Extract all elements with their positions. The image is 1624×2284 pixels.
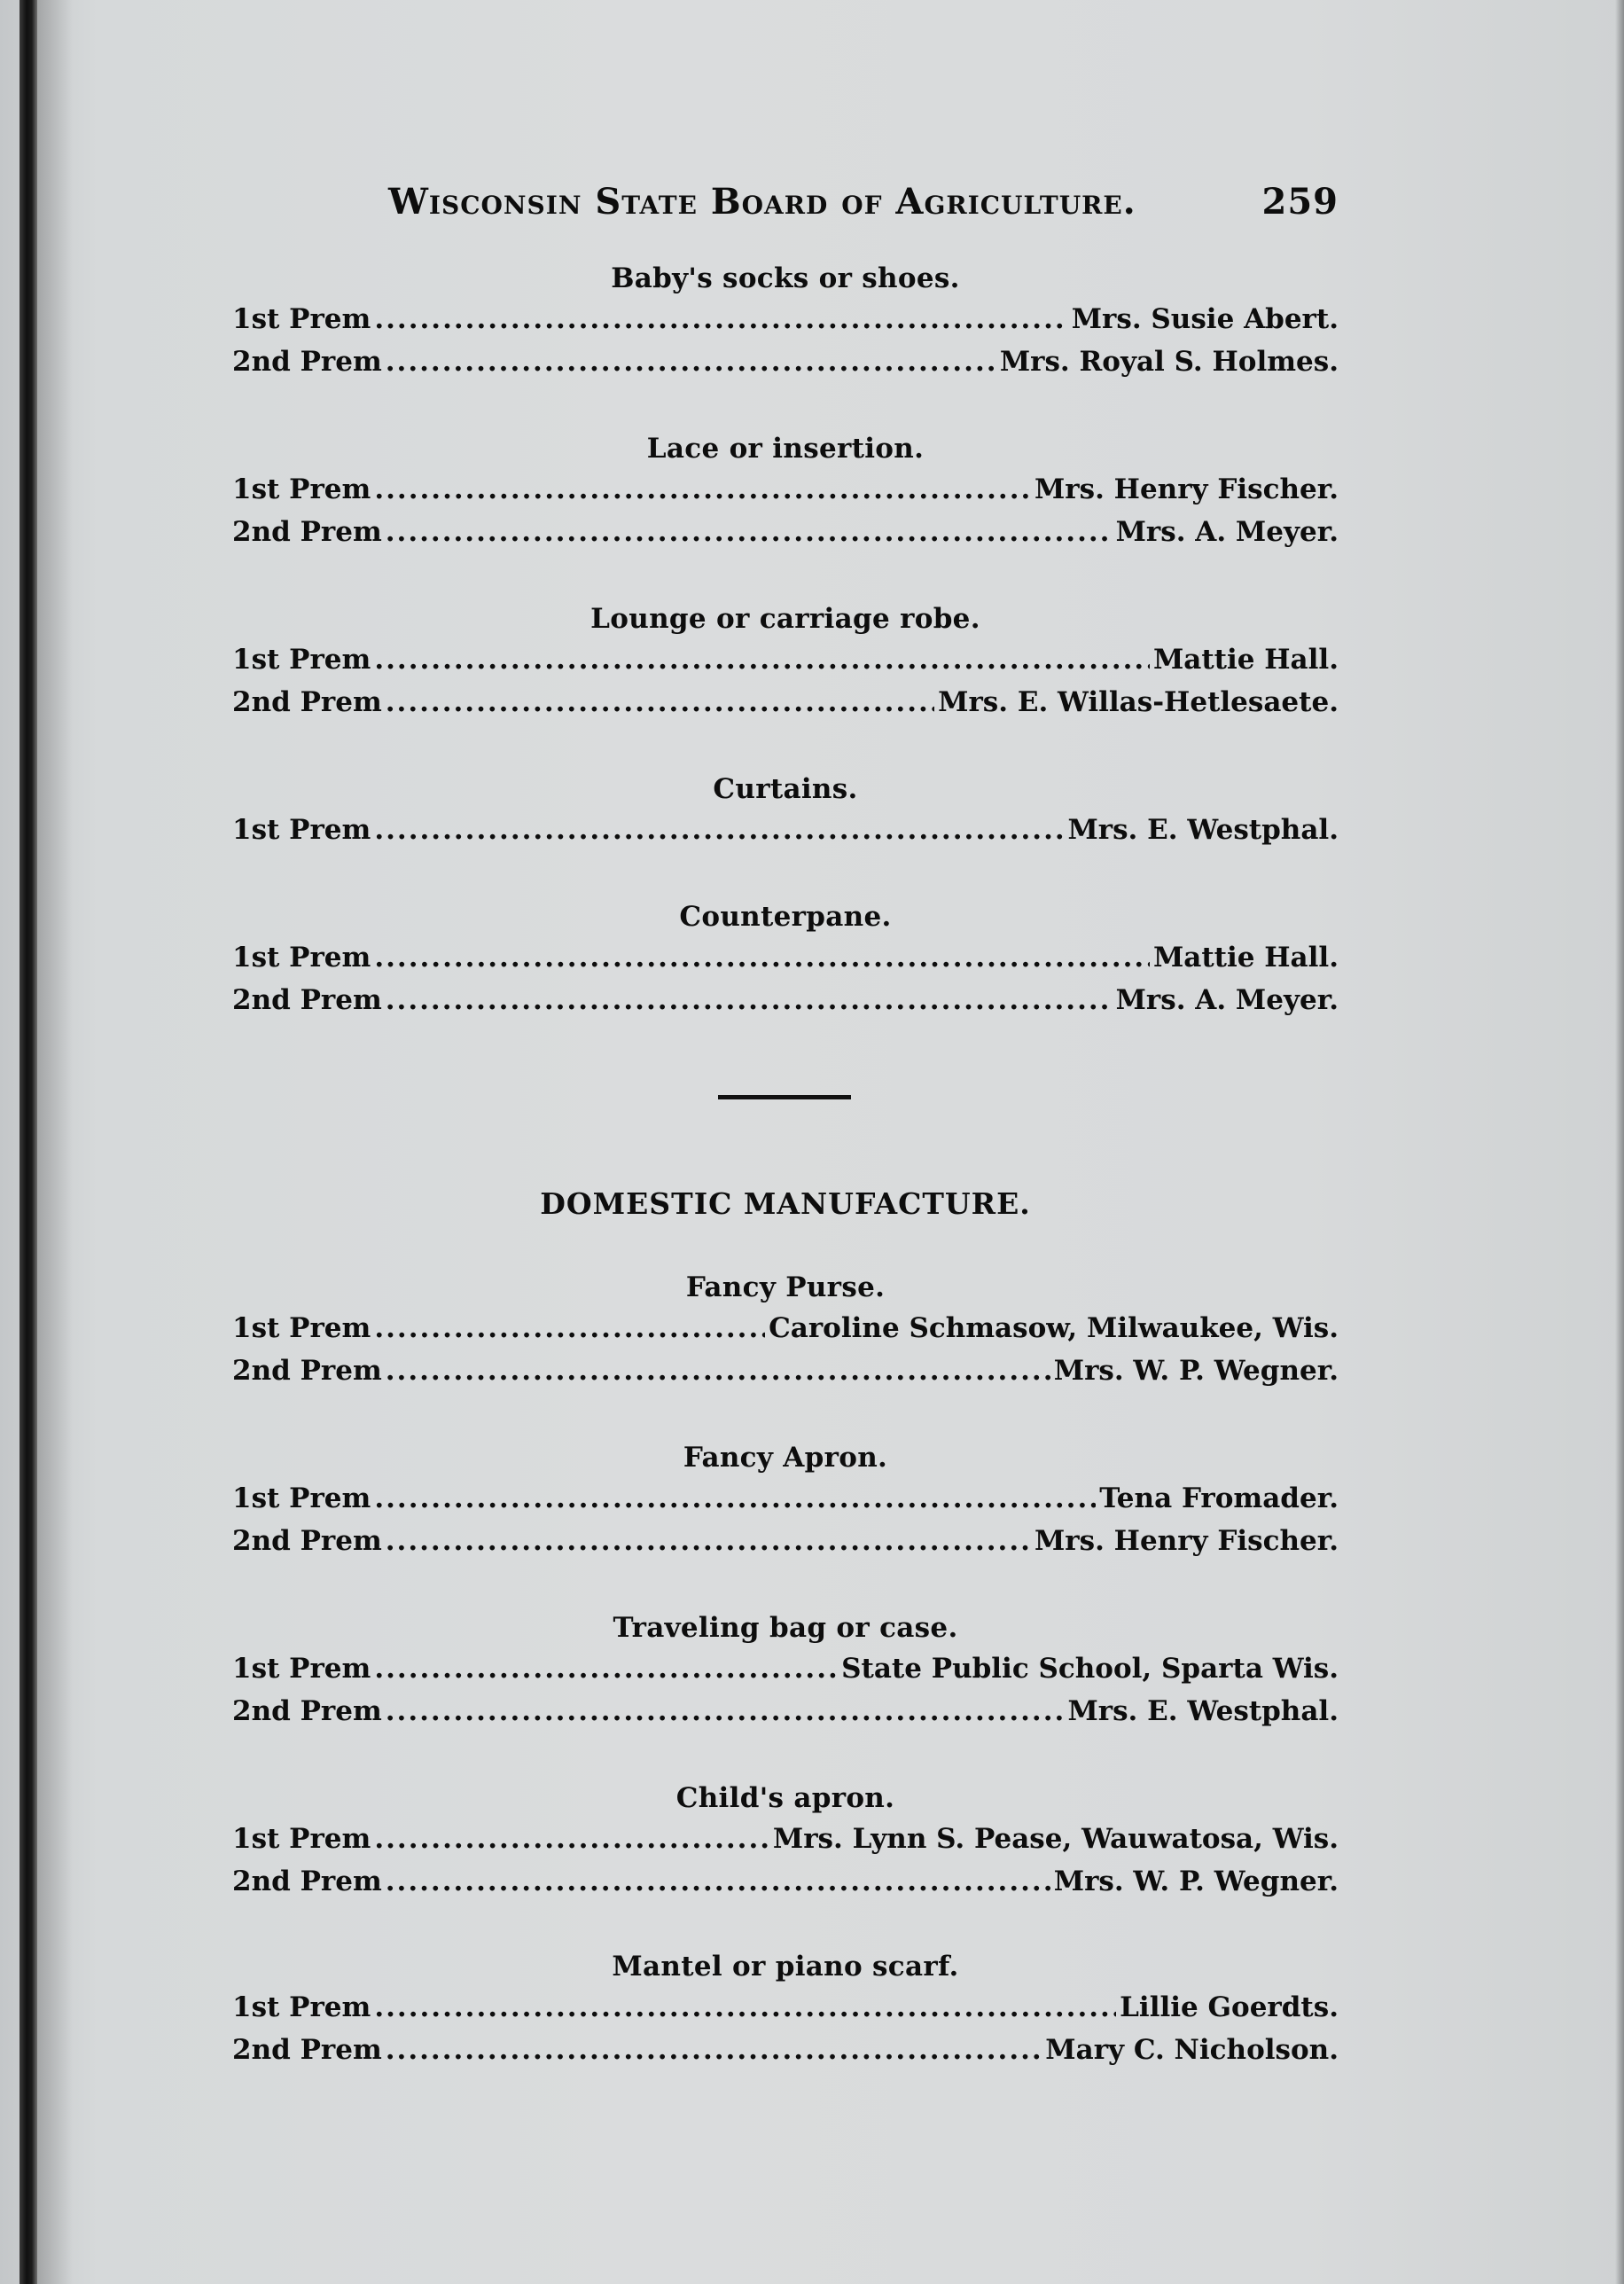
dot-leader [374,942,1150,974]
premium-entry [232,1355,1339,1394]
premium-rank: 1st Prem [232,942,371,974]
premium-entry [232,516,1339,555]
premium-rank: 1st Prem [232,303,371,335]
book-spine [20,0,37,2284]
section-title: Lounge or carriage robe. [590,603,980,635]
dot-leader [374,473,1031,505]
premium-entry [232,303,1339,342]
dot-leader [374,303,1067,335]
premium-winner: Mattie Hall. [1152,644,1339,676]
premium-winner: Mattie Hall. [1152,942,1339,974]
page-number: 259 [1261,181,1339,223]
section-title: Child's apron. [675,1782,895,1814]
premium-winner: Mrs. E. Westphal. [1067,1695,1339,1727]
premium-rank: 1st Prem [232,644,371,676]
section-title: Curtains. [713,773,858,805]
premium-entry [232,1653,1339,1692]
premium-rank: 2nd Prem [232,516,382,548]
premium-winner: Tena Fromader. [1099,1482,1339,1514]
dot-leader [374,644,1150,676]
premium-winner: Mrs. A. Meyer. [1115,984,1339,1016]
premium-winner: Mrs. E. Willas-Hetlesaete. [938,686,1339,718]
premium-winner: State Public School, Sparta Wis. [841,1653,1339,1685]
running-head-title: Wisconsin State Board of Agriculture. [388,181,1136,223]
premium-rank: 2nd Prem [232,984,382,1016]
premium-winner: Mrs. W. P. Wegner. [1053,1355,1339,1387]
premium-rank: 1st Prem [232,1991,371,2023]
dot-leader [386,1525,1031,1557]
premium-entry [232,644,1339,683]
premium-rank: 2nd Prem [232,2034,382,2066]
premium-rank: 2nd Prem [232,1866,382,1897]
premium-rank: 2nd Prem [232,346,382,378]
premium-entry [232,1991,1339,2030]
premium-rank: 1st Prem [232,814,371,846]
premium-winner: Caroline Schmasow, Milwaukee, Wis. [769,1312,1339,1344]
premium-rank: 1st Prem [232,1312,371,1344]
premium-winner: Mrs. Henry Fischer. [1034,473,1339,505]
section-title: Traveling bag or case. [613,1612,958,1644]
premium-rank: 2nd Prem [232,686,382,718]
section-title: Mantel or piano scarf. [612,1951,959,1983]
premium-entry [232,1866,1339,1905]
dot-leader [374,1823,769,1855]
dot-leader [386,1866,1050,1897]
premium-rank: 2nd Prem [232,1355,382,1387]
dot-leader [386,2034,1042,2066]
dot-leader [374,1991,1116,2023]
premium-entry [232,984,1339,1023]
dot-leader [374,1653,838,1685]
premium-winner: Mrs. E. Westphal. [1067,814,1339,846]
dot-leader [386,686,934,718]
section-title: Fancy Purse. [685,1271,886,1303]
section-title: Lace or insertion. [646,433,925,465]
dot-leader [386,1695,1065,1727]
premium-entry [232,942,1339,981]
dot-leader [386,346,996,378]
premium-entry [232,2034,1339,2073]
premium-winner: Mrs. A. Meyer. [1115,516,1339,548]
premium-rank: 1st Prem [232,1482,371,1514]
spine-shadow [37,0,73,2284]
dot-leader [374,1312,765,1344]
premium-entry [232,686,1339,725]
premium-rank: 2nd Prem [232,1695,382,1727]
premium-rank: 1st Prem [232,1823,371,1855]
premium-entry [232,1482,1339,1521]
premium-entry [232,473,1339,512]
dot-leader [374,814,1064,846]
premium-rank: 1st Prem [232,473,371,505]
premium-entry [232,1312,1339,1351]
running-head [232,177,1339,231]
premium-winner: Mrs. Henry Fischer. [1034,1525,1339,1557]
premium-entry [232,346,1339,385]
premium-entry [232,1695,1339,1734]
section-title: Counterpane. [679,901,892,933]
premium-rank: 1st Prem [232,1653,371,1685]
section-title: Fancy Apron. [683,1442,888,1474]
premium-entry [232,1823,1339,1862]
premium-winner: Mrs. Royal S. Holmes. [999,346,1339,378]
dot-leader [386,1355,1050,1387]
page-edge-shadow [1615,0,1624,2284]
premium-winner: Mrs. Susie Abert. [1071,303,1339,335]
premium-winner: Lillie Goerdts. [1120,1991,1339,2023]
premium-winner: Mary C. Nicholson. [1045,2034,1339,2066]
premium-winner: Mrs. W. P. Wegner. [1053,1866,1339,1897]
premium-winner: Mrs. Lynn S. Pease, Wauwatosa, Wis. [772,1823,1339,1855]
main-heading: DOMESTIC MANUFACTURE. [540,1186,1031,1221]
premium-entry [232,814,1339,853]
section-title: Baby's socks or shoes. [611,262,960,294]
premium-rank: 2nd Prem [232,1525,382,1557]
section-divider-rule [718,1095,851,1099]
dot-leader [386,984,1113,1016]
dot-leader [374,1482,1096,1514]
premium-entry [232,1525,1339,1564]
dot-leader [386,516,1113,548]
